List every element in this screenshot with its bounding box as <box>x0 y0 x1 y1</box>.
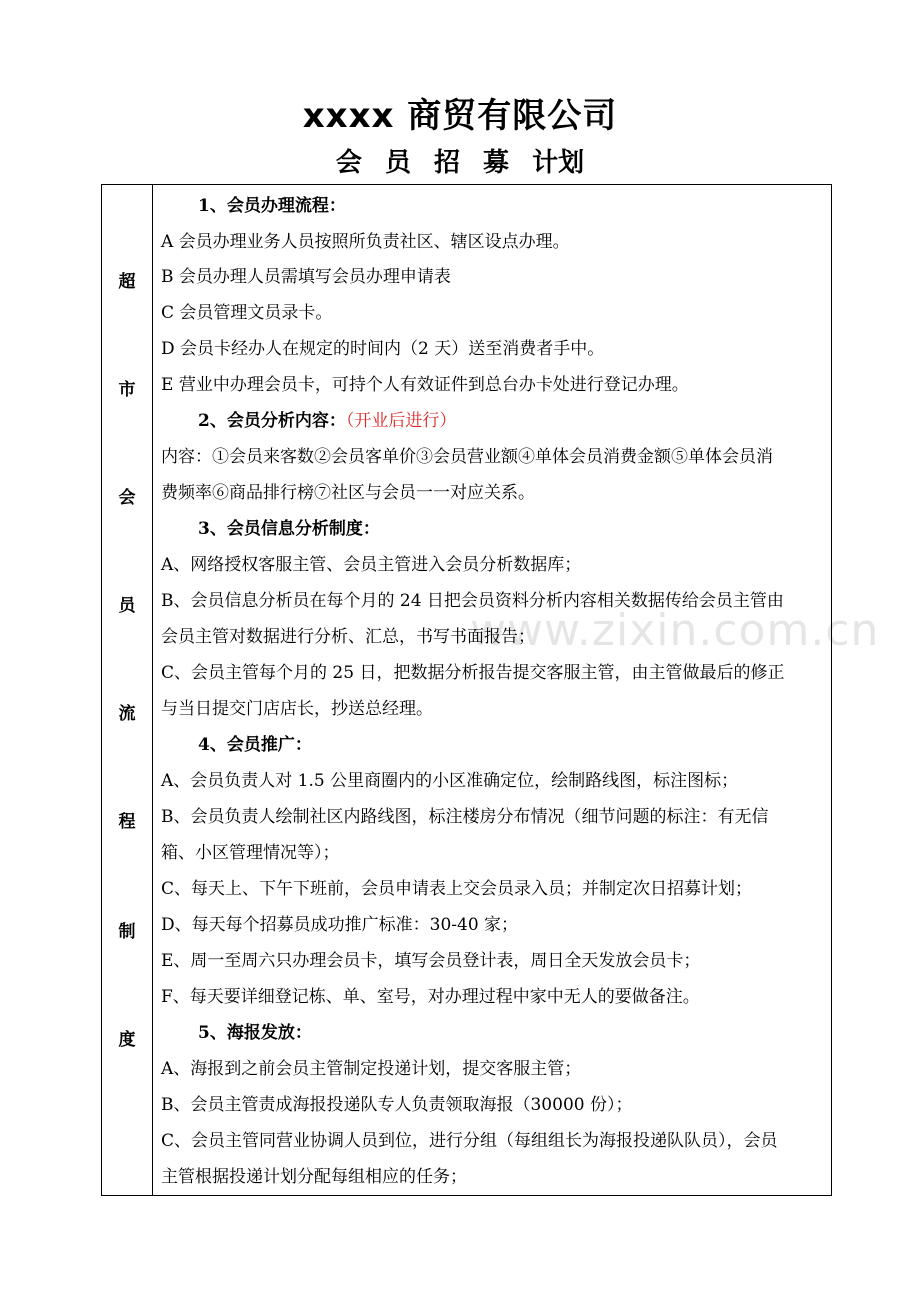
section-line: A、海报到之前会员主管制定投递计划，提交客服主管； <box>161 1059 582 1079</box>
section-line: B、会员负责人绘制社区内路线图，标注楼房分布情况（细节问题的标注：有无信 <box>161 807 769 827</box>
watermark: www.zixin.com.cn <box>470 605 880 656</box>
section-line: B、会员信息分析员在每个月的 24 日把会员资料分析内容相关数据传给会员主管由 <box>161 591 784 611</box>
section-line: F、每天要详细登记栋、单、室号，对办理过程中家中无人的要做备注。 <box>161 987 700 1007</box>
section-line: 箱、小区管理情况等）； <box>161 843 340 863</box>
section-line: 内容：①会员来客数②会员客单价③会员营业额④单体会员消费金额⑤单体会员消 <box>161 447 773 467</box>
side-label-char: 市 <box>118 380 136 400</box>
side-label-char: 流 <box>118 704 136 724</box>
section-line: B、会员主管责成海报投递队专人负责领取海报（30000 份）； <box>161 1095 633 1115</box>
side-label-char: 员 <box>118 596 136 616</box>
side-label-char: 会 <box>118 488 136 508</box>
document-title: xxxx 商贸有限公司 <box>302 96 618 136</box>
side-label-char: 程 <box>118 812 136 832</box>
section-heading: 5、海报发放： <box>198 1023 312 1043</box>
section-line: 会员主管对数据进行分析、汇总，书写书面报告； <box>161 627 535 647</box>
section-line: E 营业中办理会员卡，可持个人有效证件到总台办卡处进行登记办理。 <box>161 375 689 395</box>
section-line: 与当日提交门店店长，抄送总经理。 <box>161 699 433 719</box>
section-heading: 4、会员推广： <box>198 735 312 755</box>
section-line: C、每天上、下午下班前，会员申请表上交会员录入员；并制定次日招募计划； <box>161 879 753 899</box>
side-label-column <box>102 185 153 1195</box>
section-line: 费频率⑥商品排行榜⑦社区与会员一一对应关系。 <box>161 483 535 503</box>
section-heading-text: 2、会员分析内容： <box>198 411 346 431</box>
side-label-char: 制 <box>118 922 136 942</box>
section-line: A 会员办理业务人员按照所负责社区、辖区设点办理。 <box>161 232 570 252</box>
section-line: A、网络授权客服主管、会员主管进入会员分析数据库； <box>161 555 582 575</box>
section-heading <box>198 410 456 432</box>
side-label-char: 度 <box>118 1030 136 1050</box>
section-line: D、每天每个招募员成功推广标准：30-40 家； <box>161 915 519 935</box>
section-line: E、周一至周六只办理会员卡，填写会员登计表，周日全天发放会员卡； <box>161 951 701 971</box>
side-label-char: 超 <box>118 272 136 292</box>
document-subtitle: 会 员 招 募 计划 <box>335 148 585 178</box>
section-heading: 1、会员办理流程： <box>198 196 346 216</box>
section-line: C、会员主管同营业协调人员到位，进行分组（每组组长为海报投递队队员），会员 <box>161 1131 778 1151</box>
section-line: A、会员负责人对 1.5 公里商圈内的小区准确定位，绘制路线图，标注图标； <box>161 771 739 791</box>
section-line: 主管根据投递计划分配每组相应的任务； <box>161 1167 467 1187</box>
content-table <box>101 184 832 1196</box>
section-line: D 会员卡经办人在规定的时间内（2 天）送至消费者手中。 <box>161 339 605 359</box>
section-line: B 会员办理人员需填写会员办理申请表 <box>161 267 451 287</box>
section-heading-note: （开业后进行） <box>345 411 457 431</box>
section-line: C 会员管理文员录卡。 <box>161 303 333 323</box>
section-line: C、会员主管每个月的 25 日，把数据分析报告提交客服主管，由主管做最后的修正 <box>161 663 785 683</box>
content-column <box>154 185 831 1195</box>
section-heading: 3、会员信息分析制度： <box>198 519 380 539</box>
